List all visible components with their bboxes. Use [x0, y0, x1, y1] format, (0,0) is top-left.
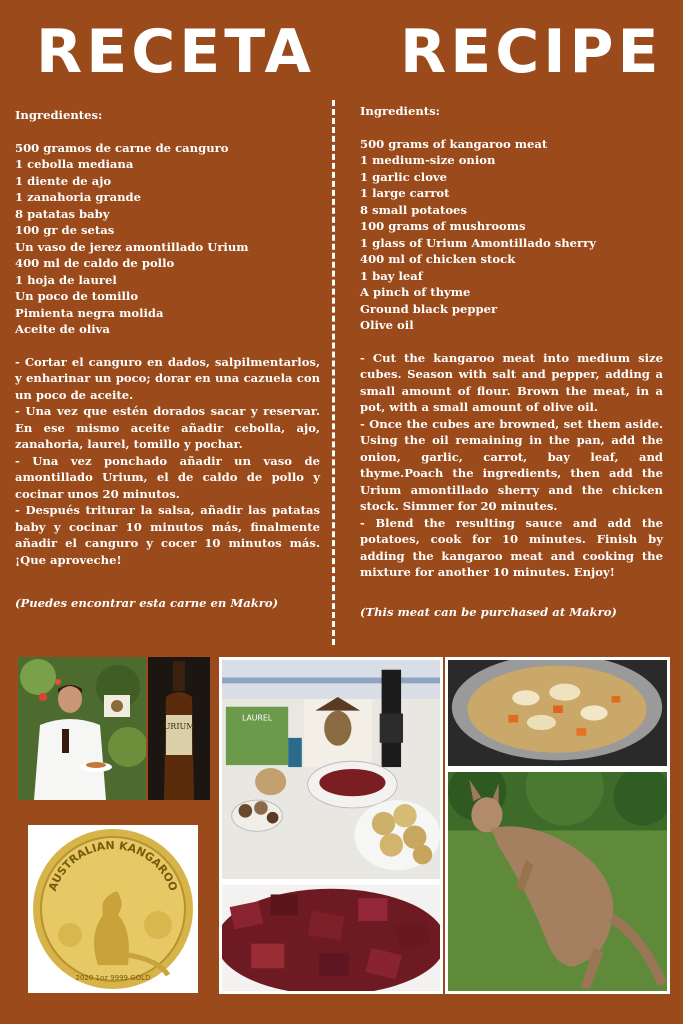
- ingredient-item: Un poco de tomillo: [15, 289, 139, 303]
- ingredient-item: Un vaso de jerez amontillado Urium: [15, 239, 249, 254]
- kangaroo-photo: [445, 769, 670, 994]
- bottle-label: URIUM: [163, 722, 195, 731]
- ingredient-item: 1 cebolla mediana: [15, 157, 134, 171]
- ingredient-item: 100 grams of mushrooms: [360, 219, 526, 233]
- ingredients-photo: [219, 657, 443, 882]
- brand-label: LAUREL: [241, 713, 273, 723]
- ingredient-item: Olive oil: [360, 318, 414, 332]
- ingredient-item: 8 patatas baby: [15, 206, 110, 221]
- raw-meat-photo: [219, 882, 443, 994]
- english-ingredients-list: [360, 136, 663, 334]
- step-text: - Después triturar la salsa, añadir las patatas baby y cocinar 10 minutos más, finalmente añadir el canguro y cocer 10 minutos más. ¡Que aproveche!: [15, 503, 320, 567]
- spanish-ingredients-heading: Ingredientes:: [15, 108, 103, 122]
- english-steps: [360, 350, 663, 581]
- ingredient-item: Ground black pepper: [360, 301, 498, 316]
- step-text: - Una vez que estén dorados sacar y reservar. En ese mismo aceite añadir cebolla, ajo, zanahoria, laurel, tomillo y pochar.: [15, 404, 320, 451]
- step-text: - Cortar el canguro en dados, salpilmentarlos, y enharinar un poco; dorar en una cazuela con un poco de aceite.: [15, 354, 320, 402]
- ingredient-item: 500 gramos de carne de canguro: [15, 140, 229, 155]
- ingredient-item: 8 small potatoes: [360, 202, 467, 217]
- ingredient-item: Aceite de oliva: [15, 322, 110, 336]
- ingredient-item: 500 grams of kangaroo meat: [360, 136, 548, 151]
- coin-bottom-text: 2020 1oz 9999 GOLD: [75, 974, 151, 982]
- chef-photo: [18, 657, 146, 800]
- ingredient-item: 1 hoja de laurel: [15, 272, 117, 287]
- ingredient-item: 400 ml de caldo de pollo: [15, 256, 175, 270]
- step-text: - Una vez ponchado añadir un vaso de amontillado Urium, el de caldo de pollo y cocinar unos 20 minutos.: [15, 453, 320, 501]
- ingredient-item: 1 zanahoria grande: [15, 190, 142, 204]
- ingredient-item: 400 ml of chicken stock: [360, 252, 516, 266]
- english-ingredients-heading: Ingredients:: [360, 104, 440, 118]
- step-text: - Blend the resulting sauce and add the potatoes, cook for 10 minutes. Finish by adding the kangaroo meat and cooking the mixture for another 10 minutes. Enjoy!: [360, 515, 663, 579]
- coin-inscription: AUSTRALIAN KANGAROO: [46, 838, 180, 893]
- ingredient-item: 1 glass of Urium Amontillado sherry: [360, 235, 596, 250]
- kangaroo-coin-photo: [28, 825, 198, 993]
- step-text: - Cut the kangaroo meat into medium size cubes. Season with salt and pepper, adding a small amount of flour. Brown the meat, in a pot, with a small amount of olive oil.: [360, 350, 663, 414]
- english-title: RECIPE: [400, 17, 663, 87]
- ingredient-item: 1 bay leaf: [360, 268, 423, 283]
- spanish-note: (Puedes encontrar esta carne en Makro): [15, 596, 279, 610]
- ingredient-item: Pimienta negra molida: [15, 305, 164, 320]
- spanish-ingredients-list: [15, 140, 320, 338]
- ingredient-item: 1 diente de ajo: [15, 173, 112, 188]
- step-text: - Once the cubes are browned, set them aside. Using the oil remaining in the pan, add the onion, garlic, carrot, bay leaf, and thyme.Poach the ingredients, then add the Urium amontillado sherry and the chicken stock. Simmer for 20 minutes.: [360, 416, 663, 513]
- ingredient-item: 1 garlic clove: [360, 169, 448, 184]
- column-divider: [332, 100, 335, 645]
- ingredient-item: A pinch of thyme: [360, 285, 471, 299]
- spanish-recipe-column: [15, 107, 320, 612]
- ingredient-item: 100 gr de setas: [15, 223, 115, 237]
- spanish-steps: [15, 354, 320, 569]
- ingredient-item: 1 large carrot: [360, 186, 450, 200]
- spanish-title: RECETA: [36, 17, 315, 87]
- cooking-pot-photo: [445, 657, 670, 769]
- ingredient-item: 1 medium-size onion: [360, 153, 496, 167]
- sherry-bottle-photo: [148, 657, 210, 800]
- english-recipe-column: [360, 103, 663, 620]
- english-note: (This meat can be purchased at Makro): [360, 604, 617, 619]
